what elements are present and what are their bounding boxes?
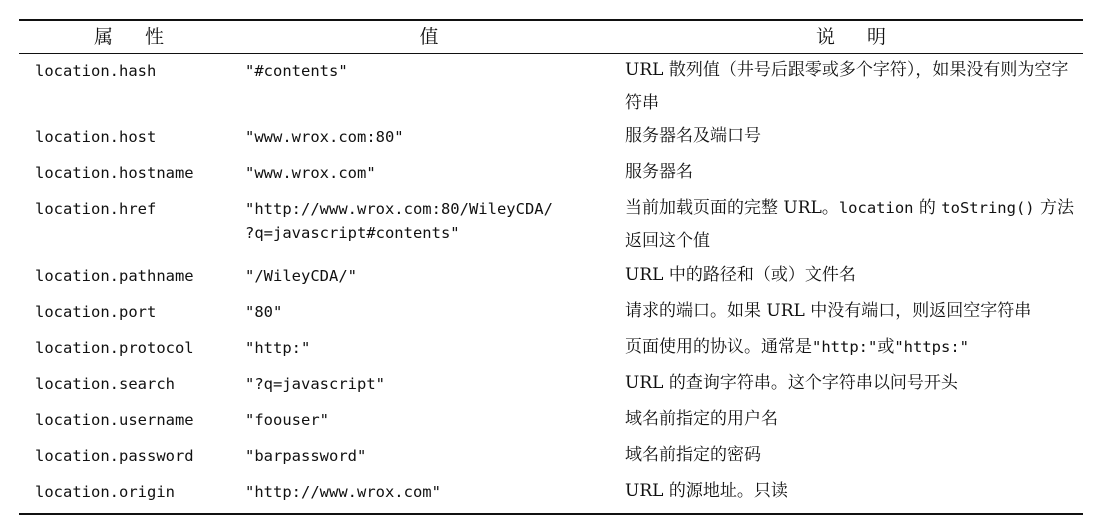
property-cell: location.username — [35, 411, 194, 429]
header-description-char-1: 说 — [815, 26, 835, 48]
property-cell: location.origin — [35, 483, 175, 501]
description-cell: 服务器名 — [625, 162, 693, 182]
description-text: 方法返回这个值 — [625, 198, 1075, 251]
value-cell: "#contents" — [245, 62, 348, 80]
property-cell: location.protocol — [35, 339, 194, 357]
description-cell: 域名前指定的用户名 — [625, 409, 778, 429]
property-cell: location.host — [35, 128, 157, 146]
description-text: 页面使用的协议。通常是 — [625, 337, 812, 357]
description-code: toString() — [941, 199, 1035, 217]
description-code: location — [838, 199, 914, 217]
description-code: "https:" — [894, 338, 969, 356]
table-bottom-rule — [19, 513, 1083, 515]
description-code: "http:" — [812, 338, 878, 356]
value-cell: "http:" — [245, 339, 311, 357]
value-cell: "www.wrox.com:80" — [245, 128, 404, 146]
description-cell: 请求的端口。如果 URL 中没有端口，则返回空字符串 — [625, 301, 1032, 321]
description-cell: URL 中的路径和（或）文件名 — [625, 265, 856, 285]
table-top-rule — [19, 19, 1083, 21]
description-cell: URL 的查询字符串。这个字符串以问号开头 — [625, 373, 958, 393]
property-cell: location.port — [35, 303, 157, 321]
value-cell: "foouser" — [245, 411, 329, 429]
property-cell: location.hash — [35, 62, 157, 80]
description-cell: 域名前指定的密码 — [625, 445, 761, 465]
description-cell: URL 的源地址。只读 — [625, 481, 788, 501]
header-description — [619, 23, 1083, 51]
header-value: 值 — [419, 26, 439, 48]
property-cell: location.password — [35, 447, 194, 465]
description-text: 或 — [877, 337, 895, 357]
description-text: 的 — [913, 198, 942, 218]
header-property-char-2: 性 — [145, 26, 165, 48]
description-cell — [625, 192, 1075, 258]
header-property-char-1: 属 — [93, 26, 113, 48]
description-cell — [625, 331, 1075, 364]
value-cell: "http://www.wrox.com" — [245, 483, 441, 501]
property-cell: location.href — [35, 200, 157, 218]
description-cell: URL 散列值（井号后跟零或多个字符），如果没有则为空字符串 — [625, 60, 1069, 113]
header-property — [19, 23, 239, 51]
value-cell: "?q=javascript" — [245, 375, 385, 393]
description-cell: 服务器名及端口号 — [625, 126, 761, 146]
value-cell: "www.wrox.com" — [245, 164, 376, 182]
value-cell: "/WileyCDA/" — [245, 267, 357, 285]
header-description-char-2: 明 — [867, 26, 887, 48]
property-cell: location.pathname — [35, 267, 194, 285]
value-cell: "barpassword" — [245, 447, 367, 465]
description-text: 当前加载页面的完整 URL。 — [625, 198, 839, 218]
value-cell: "80" — [245, 303, 283, 321]
property-cell: location.search — [35, 375, 175, 393]
property-cell: location.hostname — [35, 164, 194, 182]
value-cell: "http://www.wrox.com:80/WileyCDA/ ?q=javascript#contents" — [245, 200, 553, 242]
